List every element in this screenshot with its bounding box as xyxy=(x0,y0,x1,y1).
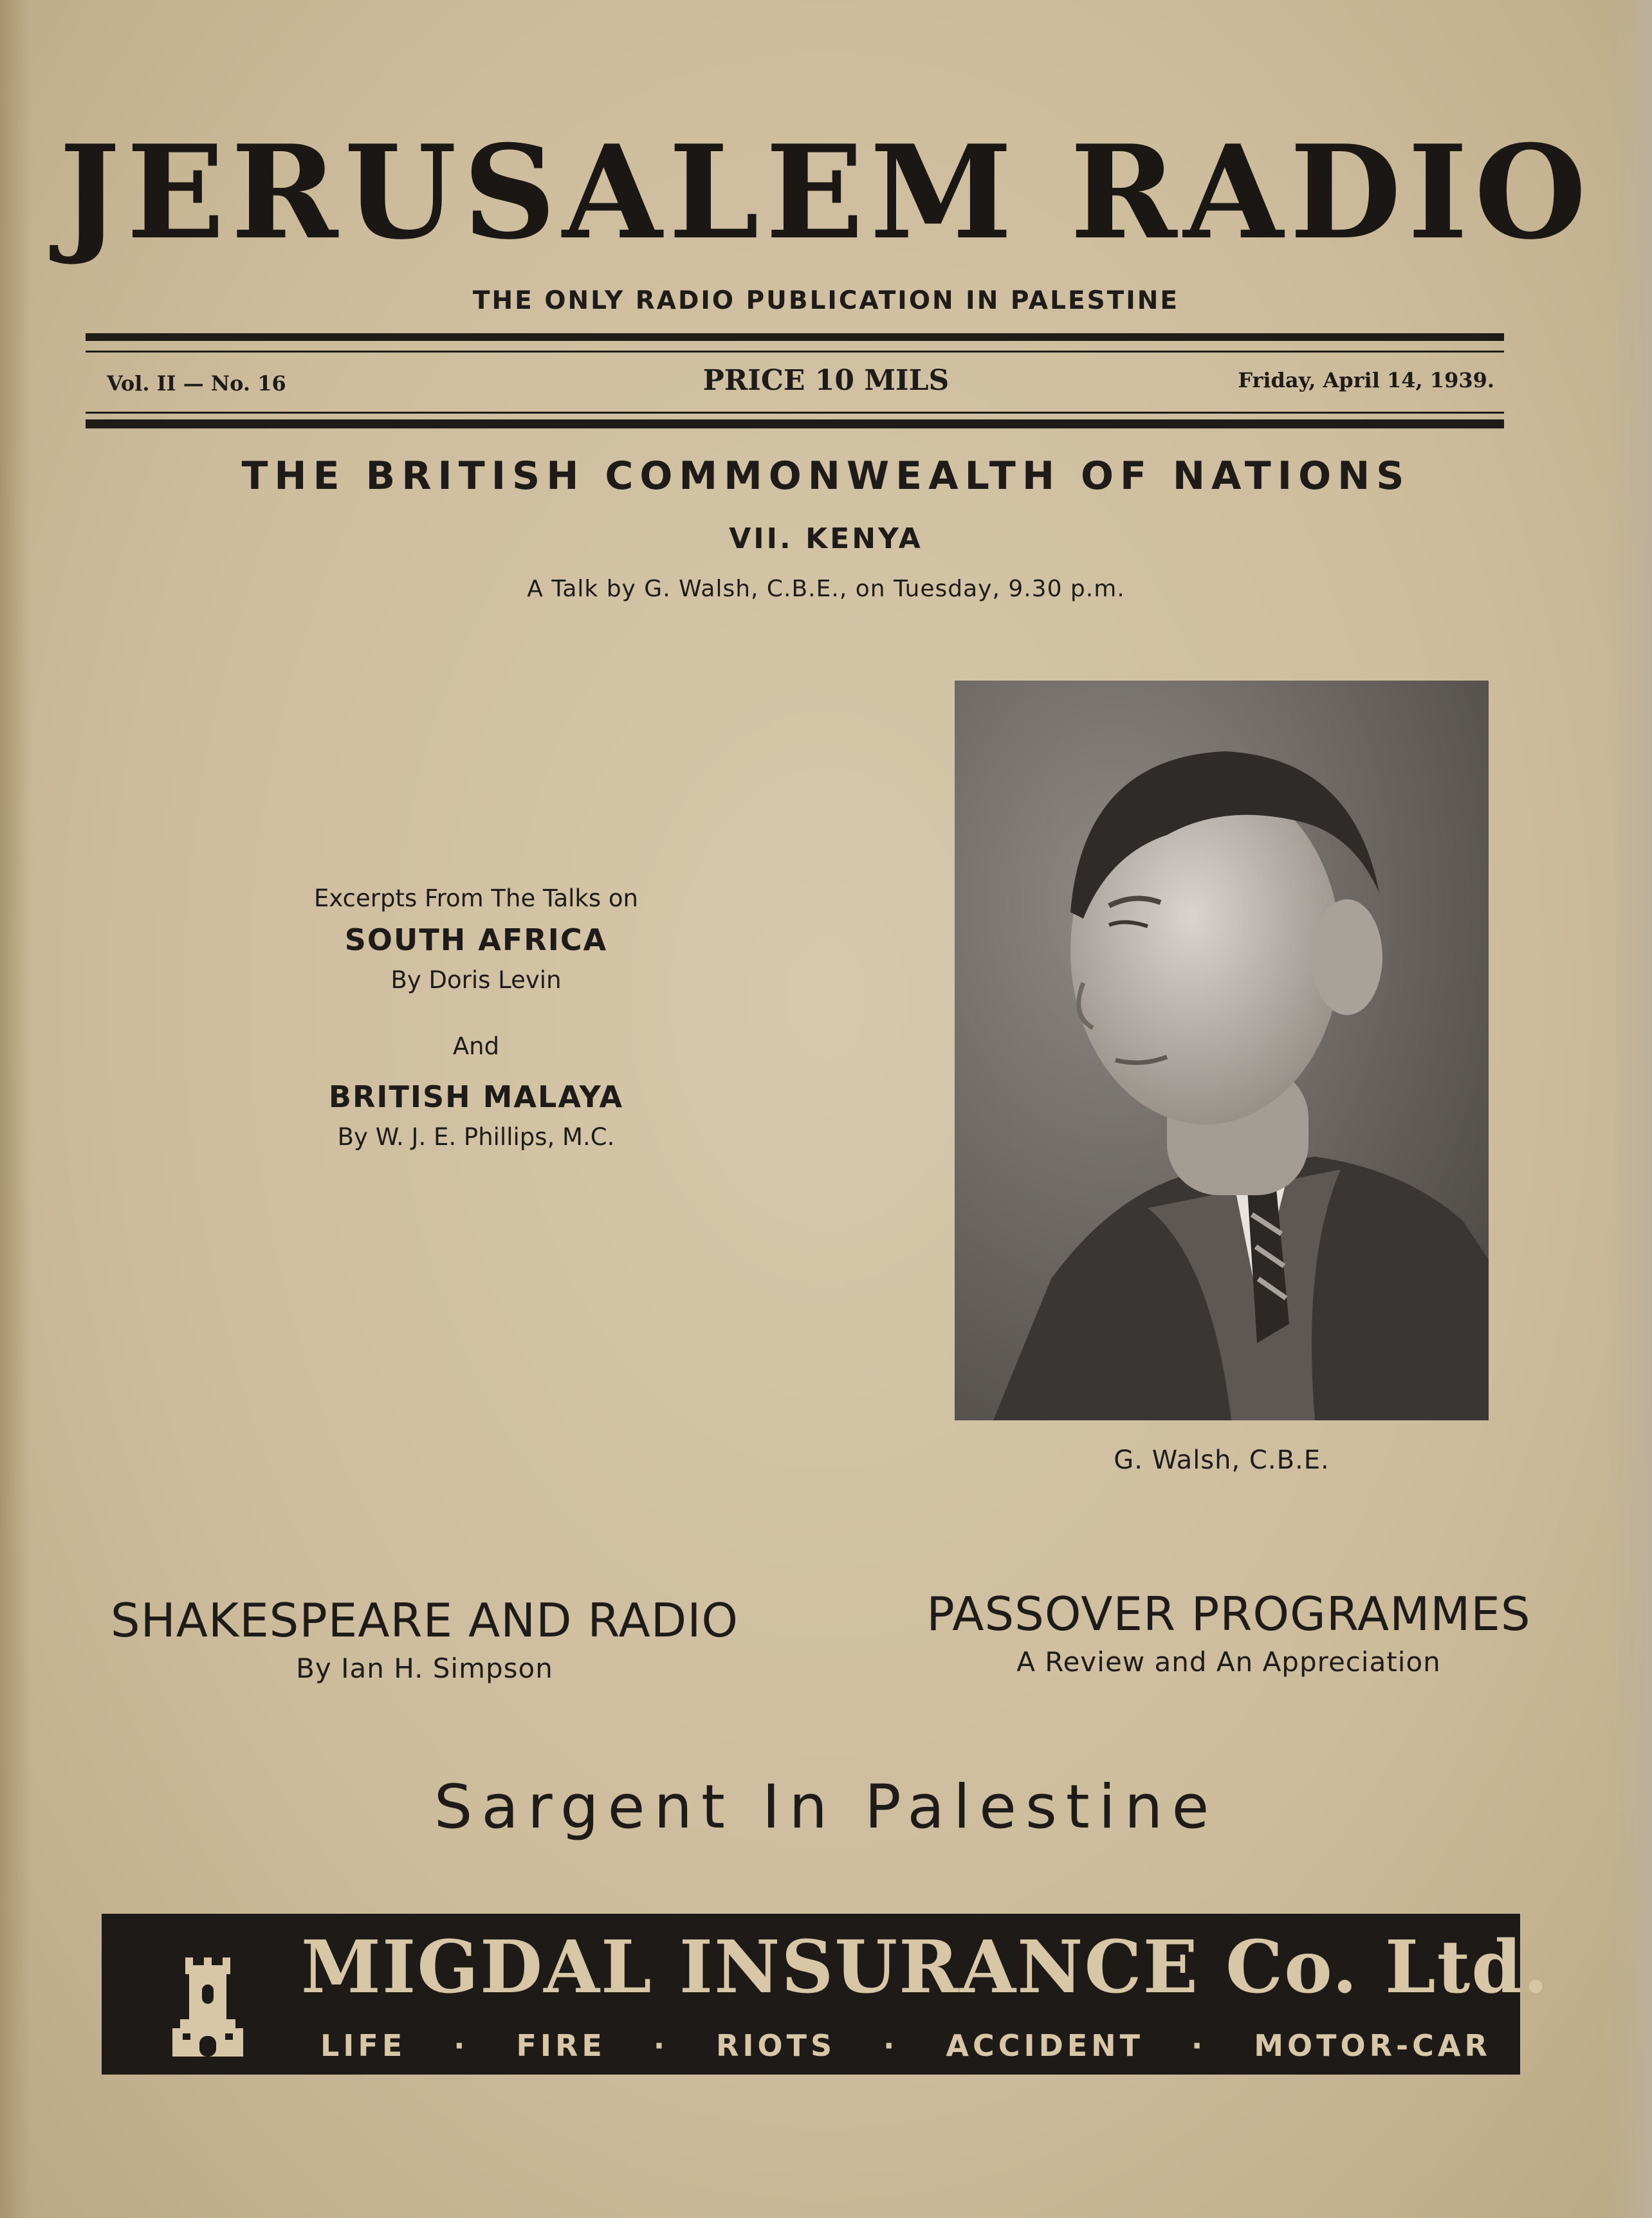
issue-price: PRICE 10 MILS xyxy=(702,364,950,397)
advert-company-name: MIGDAL INSURANCE Co. Ltd. xyxy=(301,1925,1550,2010)
feature-passover xyxy=(888,1589,1570,1678)
issue-date: Friday, April 14, 1939. xyxy=(1238,368,1494,392)
feature-passover-subtitle: A Review and An Appreciation xyxy=(1016,1646,1441,1678)
portrait-illustration xyxy=(955,681,1489,1420)
masthead-tagline: THE ONLY RADIO PUBLICATION IN PALESTINE xyxy=(472,286,1180,315)
lead-subhead: VII. KENYA xyxy=(729,522,923,555)
issue-rule-thick xyxy=(86,419,1504,428)
sargent-headline: Sargent In Palestine xyxy=(434,1772,1218,1842)
masthead-title: JERUSALEM RADIO xyxy=(59,117,1593,268)
feature-shakespeare xyxy=(90,1595,759,1684)
feature-passover-title: PASSOVER PROGRAMMES xyxy=(926,1587,1531,1641)
lead-talk-line: A Talk by G. Walsh, C.B.E., on Tuesday, 9.30 p.m. xyxy=(527,576,1125,602)
photo-caption: G. Walsh, C.B.E. xyxy=(1114,1445,1330,1475)
lead-headline: THE BRITISH COMMONWEALTH OF NATIONS xyxy=(241,454,1411,499)
advert-line-riots: RIOTS xyxy=(716,2028,836,2063)
advert-separator: · xyxy=(1191,2028,1207,2063)
advert-line-fire: FIRE xyxy=(516,2028,606,2063)
paper-edge-left xyxy=(0,0,31,2218)
advert-separator: · xyxy=(883,2028,899,2063)
issue-rule-thin xyxy=(86,412,1504,414)
portrait-photo xyxy=(955,681,1489,1420)
excerpts-intro: Excerpts From The Talks on xyxy=(314,884,638,912)
excerpt-second-title: BRITISH MALAYA xyxy=(328,1079,624,1114)
masthead-rule-thin xyxy=(86,351,1504,353)
excerpts-block xyxy=(251,884,701,1151)
advert-separator: · xyxy=(454,2028,469,2063)
paper-edge-right xyxy=(1607,0,1652,2218)
advert-separator: · xyxy=(653,2028,669,2063)
excerpts-conjunction: And xyxy=(452,1032,500,1060)
issue-volume: Vol. II — No. 16 xyxy=(107,371,286,396)
excerpt-first-title: SOUTH AFRICA xyxy=(344,922,608,957)
tower-logo-icon xyxy=(166,1952,250,2058)
excerpt-second-author: By W. J. E. Phillips, M.C. xyxy=(337,1123,615,1151)
masthead-rule-thick xyxy=(86,333,1504,341)
advert-line-life: LIFE xyxy=(320,2028,407,2063)
feature-shakespeare-author: By Ian H. Simpson xyxy=(296,1653,553,1685)
feature-shakespeare-title: SHAKESPEARE AND RADIO xyxy=(110,1593,739,1647)
advert-line-accident: ACCIDENT xyxy=(946,2028,1144,2063)
advert-coverage-lines xyxy=(320,2028,1491,2063)
advert-banner xyxy=(102,1914,1550,2075)
excerpt-first-author: By Doris Levin xyxy=(390,966,562,994)
advert-line-motor-car: MOTOR-CAR xyxy=(1254,2028,1491,2063)
